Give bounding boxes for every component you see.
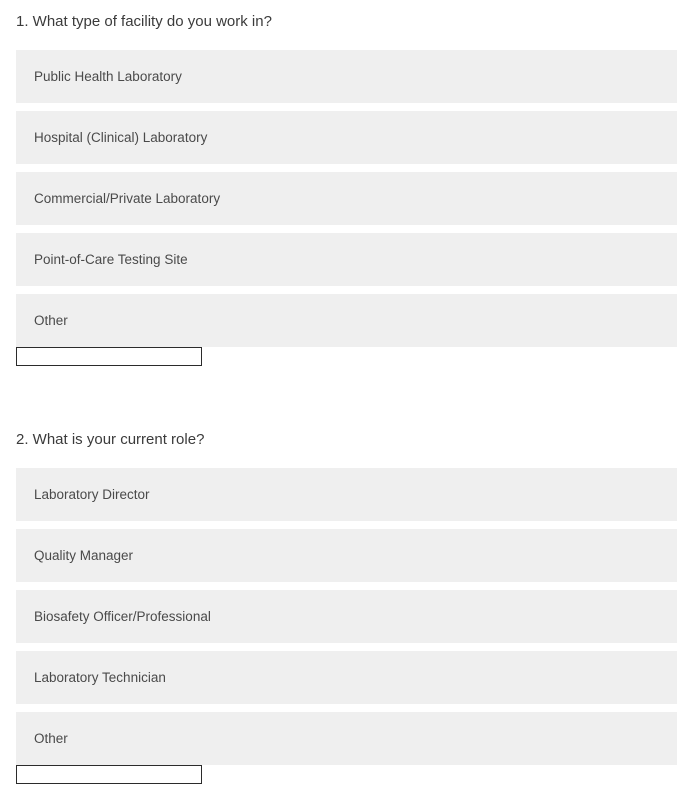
option-label: Commercial/Private Laboratory: [34, 191, 221, 206]
question-1-block: [0, 12, 693, 366]
option-label: Public Health Laboratory: [34, 69, 182, 84]
question-1-title: 1. What type of facility do you work in?: [16, 13, 272, 30]
option-commercial-private-laboratory[interactable]: [16, 172, 677, 225]
option-laboratory-technician[interactable]: [16, 651, 677, 704]
option-label: Other: [34, 731, 68, 746]
question-2-options: [0, 468, 693, 765]
option-laboratory-director[interactable]: [16, 468, 677, 521]
question-1-options: [0, 50, 693, 347]
option-other[interactable]: [16, 712, 677, 765]
option-label: Other: [34, 313, 68, 328]
question-2-other-input[interactable]: [16, 765, 202, 784]
question-2-other-input-wrap: [0, 765, 693, 784]
question-1-other-input-wrap: [0, 347, 693, 366]
option-label: Laboratory Director: [34, 487, 150, 502]
option-quality-manager[interactable]: [16, 529, 677, 582]
option-label: Hospital (Clinical) Laboratory: [34, 130, 208, 145]
question-spacer: [0, 366, 693, 430]
option-label: Quality Manager: [34, 548, 134, 563]
option-other[interactable]: [16, 294, 677, 347]
question-2-title: 2. What is your current role?: [16, 431, 205, 448]
question-2-block: [0, 430, 693, 784]
option-biosafety-officer-professional[interactable]: [16, 590, 677, 643]
option-hospital-clinical-laboratory[interactable]: [16, 111, 677, 164]
option-label: Point-of-Care Testing Site: [34, 252, 188, 267]
option-label: Laboratory Technician: [34, 670, 166, 685]
option-public-health-laboratory[interactable]: [16, 50, 677, 103]
question-1-other-input[interactable]: [16, 347, 202, 366]
option-point-of-care-testing-site[interactable]: [16, 233, 677, 286]
option-label: Biosafety Officer/Professional: [34, 609, 211, 624]
